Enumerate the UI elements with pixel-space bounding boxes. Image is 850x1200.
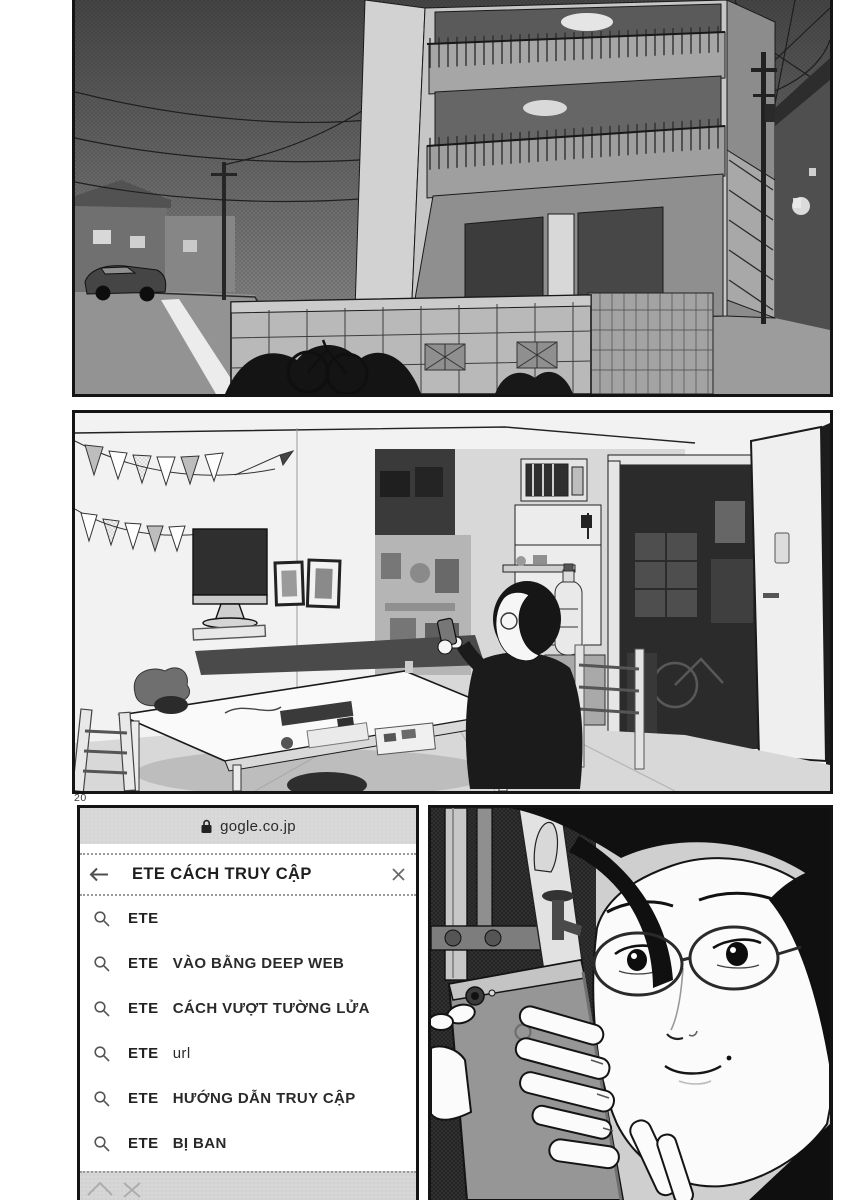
street-scene-art <box>75 0 830 394</box>
room-scene-art <box>75 413 830 791</box>
search-icon <box>93 910 111 928</box>
address-url: gogle.co.jp <box>220 817 296 835</box>
face-closeup-art <box>431 808 830 1200</box>
apartment-building <box>355 0 727 322</box>
search-icon <box>93 1045 111 1063</box>
search-icon <box>93 1135 111 1153</box>
address-gap <box>80 844 416 853</box>
stair-annex <box>727 0 775 318</box>
open-door <box>751 423 830 791</box>
mole <box>727 1056 732 1061</box>
search-icon <box>93 1000 111 1018</box>
back-arrow-icon[interactable] <box>88 866 110 883</box>
face-closeup-panel <box>428 805 833 1200</box>
picture-frames <box>275 560 340 607</box>
search-icon <box>93 955 111 973</box>
browser-address-bar[interactable] <box>80 808 416 844</box>
room-scene-panel <box>72 410 833 794</box>
street-scene-panel <box>72 0 833 397</box>
microwave <box>521 459 587 501</box>
suggestion-row[interactable]: ETE BỊ BAN <box>80 1121 416 1166</box>
intercom <box>775 533 789 563</box>
right-eye <box>726 942 748 966</box>
keyboard-key-shapes <box>80 1173 200 1200</box>
search-query[interactable]: ETE CÁCH TRUY CẬP <box>132 865 312 883</box>
suggestion-row[interactable]: ETE <box>80 896 416 941</box>
mesh-fence <box>588 293 713 394</box>
imac-computer <box>193 529 267 640</box>
suggestion-row[interactable]: ETE url <box>80 1031 416 1076</box>
suggestion-row[interactable]: ETE HƯỚNG DẪN TRUY CẬP <box>80 1076 416 1121</box>
lock-icon <box>200 819 213 834</box>
suggestion-row[interactable]: ETE VÀO BẰNG DEEP WEB <box>80 941 416 986</box>
page-number: 20 <box>74 792 87 804</box>
search-bar[interactable] <box>80 853 416 896</box>
keyboard-top-strip[interactable] <box>80 1171 416 1200</box>
search-icon <box>93 1090 111 1108</box>
wall-cabinet <box>375 449 455 535</box>
suggestion-row[interactable]: ETE CÁCH VƯỢT TƯỜNG LỬA <box>80 986 416 1031</box>
door-handle <box>763 593 779 598</box>
suggestion-list <box>80 896 416 1166</box>
left-eye <box>627 949 647 971</box>
street-lamp-glow <box>792 197 810 215</box>
close-icon[interactable] <box>391 867 406 882</box>
phone-search-panel <box>77 805 419 1200</box>
